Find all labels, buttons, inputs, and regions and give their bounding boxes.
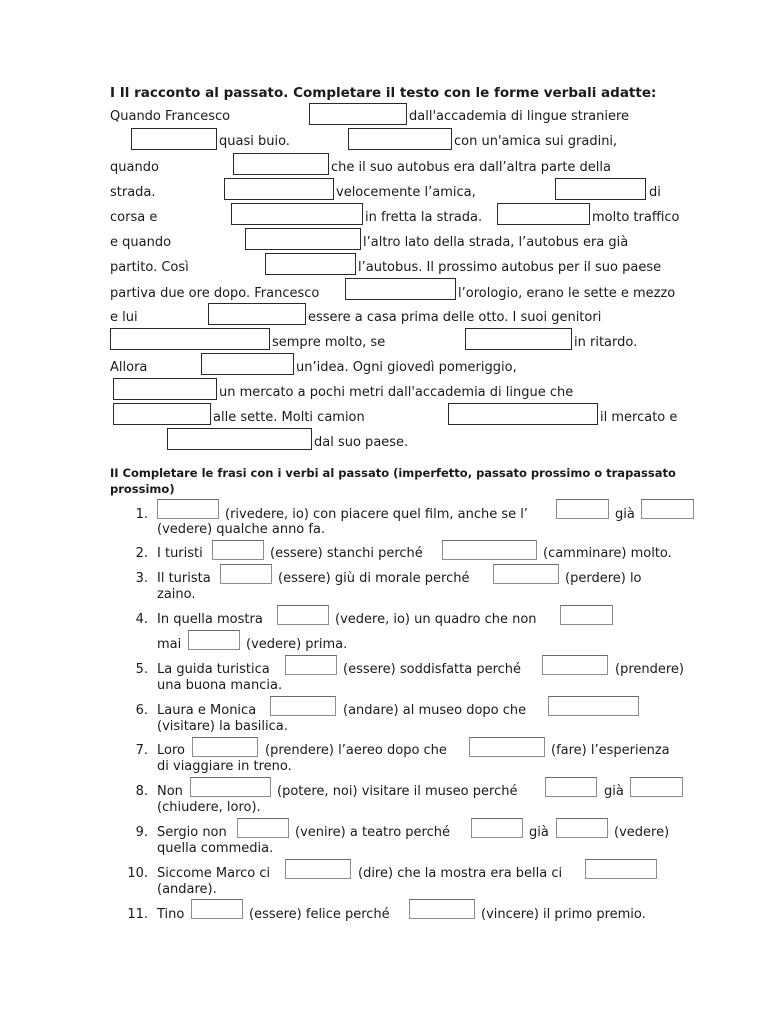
answer-box[interactable] bbox=[113, 403, 211, 425]
text: (vedere) prima. bbox=[246, 637, 348, 652]
text: corsa e bbox=[110, 210, 158, 225]
item-number: 4. bbox=[135, 612, 148, 627]
text: (chiudere, loro). bbox=[157, 800, 261, 815]
text: in ritardo. bbox=[574, 335, 638, 350]
text: (essere) felice perché bbox=[249, 907, 390, 922]
answer-box[interactable] bbox=[167, 428, 312, 450]
answer-box[interactable] bbox=[448, 403, 598, 425]
text: quando bbox=[110, 160, 159, 175]
answer-box[interactable] bbox=[110, 328, 270, 350]
text: di bbox=[649, 185, 661, 200]
text: partiva due ore dopo. Francesco bbox=[110, 286, 320, 301]
answer-box[interactable] bbox=[224, 178, 334, 200]
text: di viaggiare in treno. bbox=[157, 759, 292, 774]
text: (essere) stanchi perché bbox=[270, 546, 423, 561]
text: La guida turistica bbox=[157, 662, 270, 677]
text: e quando bbox=[110, 235, 172, 250]
text: (andare). bbox=[157, 882, 217, 897]
answer-box[interactable] bbox=[237, 818, 289, 838]
answer-box[interactable] bbox=[409, 899, 475, 919]
text: Sergio non bbox=[157, 825, 227, 840]
text: Allora bbox=[110, 360, 148, 375]
answer-box[interactable] bbox=[630, 777, 683, 797]
answer-box[interactable] bbox=[442, 540, 537, 560]
answer-box[interactable] bbox=[131, 128, 217, 150]
answer-box[interactable] bbox=[285, 655, 337, 675]
text: Loro bbox=[157, 743, 185, 758]
answer-box[interactable] bbox=[157, 499, 219, 519]
text: già bbox=[615, 507, 635, 522]
text: (andare) al museo dopo che bbox=[343, 703, 527, 718]
text: Il turista bbox=[157, 571, 211, 586]
answer-box[interactable] bbox=[309, 103, 407, 125]
answer-box[interactable] bbox=[113, 378, 217, 400]
text: (prendere) l’aereo dopo che bbox=[265, 743, 447, 758]
item-number: 11. bbox=[127, 907, 148, 922]
text: (potere, noi) visitare il museo perché bbox=[277, 784, 518, 799]
answer-box[interactable] bbox=[465, 328, 572, 350]
text: molto traffico bbox=[592, 210, 680, 225]
part2-title: II Completare le frasi con i verbi al passato (imperfetto, passato prossimo o trapassato bbox=[110, 466, 676, 480]
item-number: 9. bbox=[135, 825, 148, 840]
item-number: 2. bbox=[135, 546, 148, 561]
text: partito. Così bbox=[110, 260, 189, 275]
text: l’autobus. Il prossimo autobus per il suo paese bbox=[358, 260, 662, 275]
text: che il suo autobus era dall’altra parte della bbox=[331, 160, 611, 175]
answer-box[interactable] bbox=[560, 605, 613, 625]
text: essere a casa prima delle otto. I suoi genitori bbox=[308, 310, 602, 325]
text: (essere) giù di morale perché bbox=[278, 571, 470, 586]
answer-box[interactable] bbox=[555, 178, 646, 200]
text: sempre molto, se bbox=[272, 335, 386, 350]
text: (essere) soddisfatta perché bbox=[343, 662, 522, 677]
text: velocemente l’amica, bbox=[336, 185, 476, 200]
text: già bbox=[529, 825, 549, 840]
text: (venire) a teatro perché bbox=[295, 825, 450, 840]
answer-box[interactable] bbox=[220, 564, 272, 584]
text: Tino bbox=[157, 907, 185, 922]
text: alle sette. Molti camion bbox=[213, 410, 365, 425]
text: (fare) l’esperienza bbox=[551, 743, 670, 758]
text: I turisti bbox=[157, 546, 203, 561]
answer-box[interactable] bbox=[556, 818, 608, 838]
text: dal suo paese. bbox=[314, 435, 409, 450]
text: mai bbox=[157, 637, 182, 652]
text: in fretta la strada. bbox=[365, 210, 483, 225]
answer-box[interactable] bbox=[285, 859, 351, 879]
text: quasi buio. bbox=[219, 134, 290, 149]
answer-box[interactable] bbox=[277, 605, 329, 625]
item-number: 8. bbox=[135, 784, 148, 799]
answer-box[interactable] bbox=[345, 278, 456, 300]
answer-box[interactable] bbox=[545, 777, 597, 797]
text: già bbox=[604, 784, 624, 799]
answer-box[interactable] bbox=[233, 153, 329, 175]
answer-box[interactable] bbox=[469, 737, 545, 757]
text: un’idea. Ogni giovedì pomeriggio, bbox=[296, 360, 517, 375]
answer-box[interactable] bbox=[542, 655, 608, 675]
text: Laura e Monica bbox=[157, 703, 257, 718]
text: l’orologio, erano le sette e mezzo bbox=[458, 286, 676, 301]
part1-title: I Il racconto al passato. Completare il testo con le forme verbali adatte: bbox=[110, 85, 657, 101]
item-number: 5. bbox=[135, 662, 148, 677]
answer-box[interactable] bbox=[556, 499, 609, 519]
item-number: 10. bbox=[127, 866, 148, 881]
text: (rivedere, io) con piacere quel film, anche se l’ bbox=[225, 507, 529, 522]
text: (prendere) bbox=[615, 662, 684, 677]
text: (camminare) molto. bbox=[543, 546, 672, 561]
text: il mercato e bbox=[600, 410, 678, 425]
text: (vincere) il primo premio. bbox=[481, 907, 646, 922]
text: (vedere) qualche anno fa. bbox=[157, 522, 326, 537]
text: l’altro lato della strada, l’autobus era già bbox=[363, 235, 629, 250]
answer-box[interactable] bbox=[265, 253, 356, 275]
item-number: 6. bbox=[135, 703, 148, 718]
answer-box[interactable] bbox=[497, 203, 590, 225]
text: In quella mostra bbox=[157, 612, 263, 627]
text: (vedere, io) un quadro che non bbox=[335, 612, 537, 627]
text: un mercato a pochi metri dall'accademia di lingue che bbox=[219, 385, 574, 400]
text: Quando Francesco bbox=[110, 109, 231, 124]
item-number: 3. bbox=[135, 571, 148, 586]
answer-box[interactable] bbox=[493, 564, 559, 584]
answer-box[interactable] bbox=[471, 818, 523, 838]
answer-box[interactable] bbox=[201, 353, 294, 375]
text: Non bbox=[157, 784, 183, 799]
answer-box[interactable] bbox=[641, 499, 694, 519]
text: (vedere) bbox=[614, 825, 670, 840]
text: (perdere) lo bbox=[565, 571, 642, 586]
text: con un'amica sui gradini, bbox=[454, 134, 618, 149]
answer-box[interactable] bbox=[212, 540, 264, 560]
text: una buona mancia. bbox=[157, 678, 283, 693]
answer-box[interactable] bbox=[585, 859, 657, 879]
text: (visitare) la basilica. bbox=[157, 719, 288, 734]
text: zaino. bbox=[157, 587, 196, 602]
answer-box[interactable] bbox=[192, 737, 258, 757]
text: strada. bbox=[110, 185, 156, 200]
item-number: 7. bbox=[135, 743, 148, 758]
item-number: 1. bbox=[135, 507, 148, 522]
answer-box[interactable] bbox=[270, 696, 336, 716]
answer-box[interactable] bbox=[231, 203, 363, 225]
answer-box[interactable] bbox=[191, 899, 243, 919]
answer-box[interactable] bbox=[548, 696, 639, 716]
answer-box[interactable] bbox=[245, 228, 361, 250]
text: e lui bbox=[110, 310, 138, 325]
text: (dire) che la mostra era bella ci bbox=[358, 866, 563, 881]
answer-box[interactable] bbox=[188, 630, 240, 650]
part2-title-cont: prossimo) bbox=[110, 482, 175, 496]
answer-box[interactable] bbox=[190, 777, 271, 797]
text: quella commedia. bbox=[157, 841, 274, 856]
answer-box[interactable] bbox=[348, 128, 452, 150]
text: dall'accademia di lingue straniere bbox=[409, 109, 630, 124]
answer-box[interactable] bbox=[208, 303, 306, 325]
text: Siccome Marco ci bbox=[157, 866, 271, 881]
